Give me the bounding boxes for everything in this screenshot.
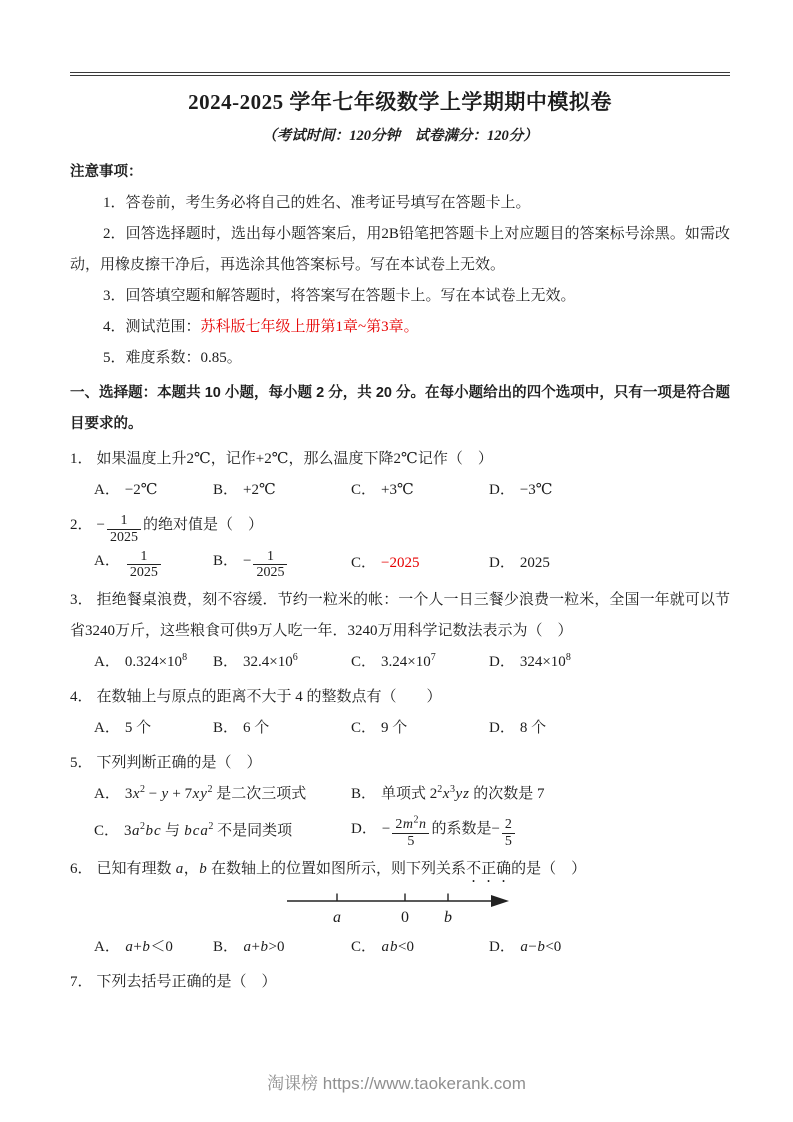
numberline-figure xyxy=(285,886,730,932)
question-stem: 7． 下列去括号正确的是（ ） xyxy=(70,973,277,990)
question-7 xyxy=(70,967,730,998)
question-4 xyxy=(70,682,730,744)
question-3 xyxy=(70,585,730,678)
option-D: D． 8 个 xyxy=(489,720,547,737)
page-title: 2024-2025 学年七年级数学上学期期中模拟卷 xyxy=(188,90,612,114)
question-6 xyxy=(70,854,730,963)
options-row xyxy=(70,932,730,963)
option-A: A． $3x^2 - y + 7xy^2$ 是二次三项式 xyxy=(94,784,307,803)
option-A: A． $0.324\times 10^8$ xyxy=(94,652,188,671)
option-B: B． a+b>0 xyxy=(213,938,285,955)
notice-item-4-prefix: 4．测试范围： xyxy=(103,319,201,335)
options-row xyxy=(70,779,730,850)
section-heading: 一、选择题：本题共 10 小题，每小题 2 分，共 20 分。在每小题给出的四个选项中，只有一项是符合题目要求的。 xyxy=(70,385,730,432)
notice-label: 注意事项： xyxy=(70,164,143,180)
option-C: C． 9 个 xyxy=(351,720,408,737)
option-D: D． $324\times 10^8$ xyxy=(489,652,571,671)
option-D: D． − $\frac{2m^2n}{5}$ 的系数是− $\frac{2}{5}$ xyxy=(351,814,730,850)
option-C: C． $3.24\times 10^7$ xyxy=(351,652,436,671)
options-row xyxy=(70,647,730,678)
option-B: B． − $\frac{1}{2025}$ xyxy=(213,546,351,582)
option-B: B． +2℃ xyxy=(213,482,276,498)
question-1 xyxy=(70,444,730,506)
question-stem: 6． 已知有理数 a，b 在数轴上的位置如图所示，则下列关系不正确的是（ ） xyxy=(70,860,587,877)
question-stem: 5． 下列判断正确的是（ ） xyxy=(70,755,262,772)
footer-watermark: 淘课榜 https://www.taokerank.com xyxy=(267,1074,526,1093)
question-stem: 4． 在数轴上与原点的距离不大于 4 的整数点有（ ） xyxy=(70,689,442,706)
test-scope-red-text: 苏科版七年级上册第1章~第3章。 xyxy=(200,319,419,335)
footer xyxy=(0,1069,793,1094)
option-C: C． $3a^2bc$ 与 bca$^2$ 不是同类项 xyxy=(94,821,293,840)
option-D: D． a−b<0 xyxy=(489,938,562,955)
questions-list xyxy=(70,444,730,998)
question-stem: 3． 拒绝餐桌浪费，刻不容缓．节约一粒米的帐：一个人一日三餐少浪费一粒米，全国一年就可以节省3240万斤，这些粮食可供9万人吃一年．3240万用科学记数法表示为（ ） xyxy=(70,592,730,640)
option-B: B． 单项式 $2^2x^3yz$ 的次数是 7 xyxy=(351,784,545,803)
question-stem: 2． − $\frac{1}{2025}$ 的绝对值是（ ） xyxy=(70,513,263,545)
option-A: A． $\frac{1}{2025}$ xyxy=(94,546,213,582)
question-5 xyxy=(70,748,730,850)
option-A: A． a+b＜0 xyxy=(94,938,173,955)
option-A: A． −2℃ xyxy=(94,482,158,498)
option-C: C． +3℃ xyxy=(351,482,414,498)
options-row xyxy=(70,713,730,744)
option-A: A． 5 个 xyxy=(94,720,152,737)
notice-item-1: 1．答卷前，考生务必将自己的姓名、准考证号填写在答题卡上。 xyxy=(103,195,531,211)
notice-item-5: 5．难度系数：0.85。 xyxy=(103,350,242,366)
svg-text:b: b xyxy=(444,908,452,926)
question-stem: 1． 如果温度上升2℃，记作+2℃，那么温度下降2℃记作（ ） xyxy=(70,451,493,467)
options-row xyxy=(70,546,730,582)
option-B: B． $32.4\times 10^6$ xyxy=(213,652,298,671)
notice-item-2: 2．回答选择题时，选出每小题答案后，用2B铅笔把答题卡上对应题目的答案标号涂黑。如需改动，用橡皮擦干净后，再选涂其他答案标号。写在本试卷上无效。 xyxy=(70,226,730,273)
notice-item-3: 3．回答填空题和解答题时，将答案写在答题卡上。写在本试卷上无效。 xyxy=(103,288,576,304)
svg-text:a: a xyxy=(333,908,341,926)
option-D: D． 2025 xyxy=(489,554,550,571)
top-divider xyxy=(70,72,730,76)
option-B: B． 6 个 xyxy=(213,720,270,737)
question-2 xyxy=(70,510,730,581)
option-C: C． −2025 xyxy=(351,554,420,571)
options-row xyxy=(70,475,730,506)
svg-text:0: 0 xyxy=(401,908,409,926)
notice-item-4 xyxy=(70,312,730,343)
option-C: C． ab<0 xyxy=(351,938,414,955)
option-D: D． −3℃ xyxy=(489,482,553,498)
exam-info-line: （考试时间：120分钟 试卷满分：120分） xyxy=(262,128,538,144)
